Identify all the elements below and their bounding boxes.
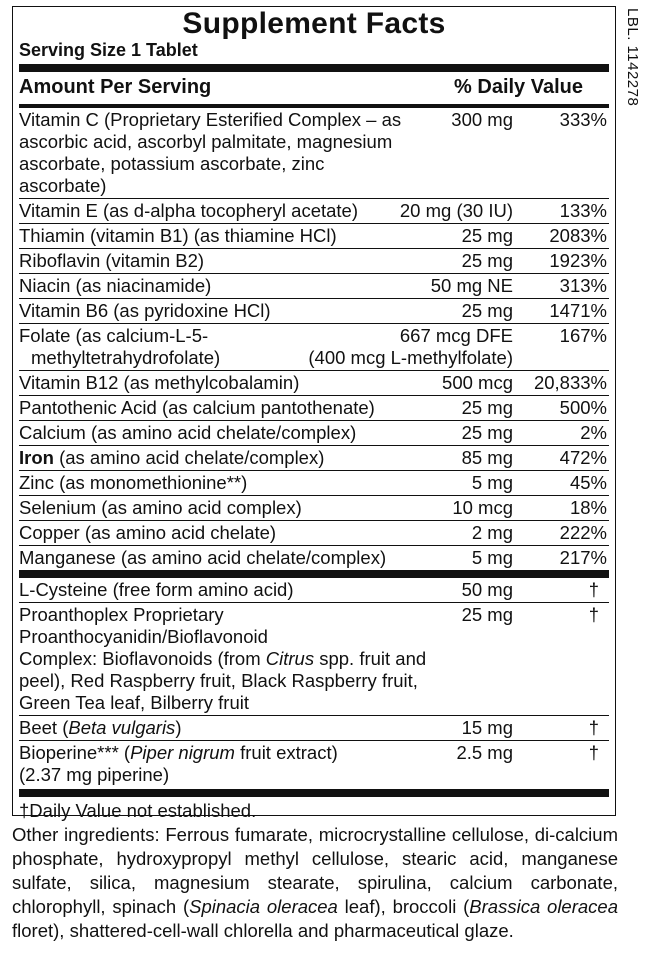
ingredient-dv: † xyxy=(588,717,599,738)
divider-thick xyxy=(19,789,609,797)
nutrient-dv: 2% xyxy=(580,422,607,443)
divider-thick xyxy=(19,64,609,72)
ingredient-amount: 50 mg xyxy=(461,579,513,600)
nutrient-name: Vitamin E (as d-alpha tocopheryl acetate) xyxy=(19,200,359,221)
nutrient-dv: 1471% xyxy=(549,300,607,321)
nutrient-amount: 300 mg xyxy=(451,109,513,130)
nutrient-row-folate xyxy=(19,324,609,371)
nutrient-row-vitamin-c xyxy=(19,108,609,199)
nutrient-name: Folate (as calcium-L-5- methyltetrahydrofolate) xyxy=(19,325,221,368)
divider-thick xyxy=(19,570,609,578)
nutrient-amount: 5 mg xyxy=(471,472,513,493)
nutrient-row-pantothenic-acid xyxy=(19,396,609,421)
nutrient-amount: 25 mg xyxy=(461,225,513,246)
ingredient-name: L-Cysteine (free form amino acid) xyxy=(19,579,294,600)
ingredient-amount: 2.5 mg xyxy=(456,742,513,763)
label-number: LBL. 1142278 xyxy=(624,8,641,107)
nutrient-dv: 1923% xyxy=(549,250,607,271)
nutrient-name: Selenium (as amino acid complex) xyxy=(19,497,302,518)
nutrient-dv: 2083% xyxy=(549,225,607,246)
ingredient-row-bioperine xyxy=(19,741,609,787)
nutrient-row-zinc xyxy=(19,471,609,496)
amount-header xyxy=(19,72,609,102)
nutrient-row-vitamin-b6 xyxy=(19,299,609,324)
nutrient-name: Copper (as amino acid chelate) xyxy=(19,522,277,543)
ingredient-name: Beet (Beta vulgaris) xyxy=(19,717,182,738)
nutrient-row-niacin xyxy=(19,274,609,299)
nutrient-amount: 25 mg xyxy=(461,300,513,321)
nutrient-name: Calcium (as amino acid chelate/complex) xyxy=(19,422,357,443)
nutrient-row-vitamin-b12 xyxy=(19,371,609,396)
nutrient-dv: 167% xyxy=(559,325,607,346)
nutrient-amount: 10 mcg xyxy=(452,497,513,518)
ingredient-name: Proanthoplex Proprietary Proanthocyanidin/Bioflavonoid Complex: Bioflavonoids (from Citrus spp. fruit and peel), Red Raspberry fruit, Black Raspberry fruit, Green Tea leaf, Bilberry fruit xyxy=(19,604,427,713)
nutrient-dv: 472% xyxy=(559,447,607,468)
nutrient-name: Niacin (as niacinamide) xyxy=(19,275,212,296)
nutrient-amount: 2 mg xyxy=(471,522,513,543)
nutrient-name: Thiamin (vitamin B1) (as thiamine HCl) xyxy=(19,225,337,246)
nutrient-name: Zinc (as monomethionine**) xyxy=(19,472,248,493)
nutrient-amount: 50 mg NE xyxy=(430,275,513,296)
nutrient-amount: 25 mg xyxy=(461,250,513,271)
nutrient-row-iron xyxy=(19,446,609,471)
nutrient-dv: 18% xyxy=(569,497,607,518)
nutrient-amount: 85 mg xyxy=(461,447,513,468)
nutrient-dv: 333% xyxy=(559,109,607,130)
daily-value-header: % Daily Value xyxy=(454,76,583,98)
nutrient-name: Vitamin B6 (as pyridoxine HCl) xyxy=(19,300,271,321)
nutrient-row-selenium xyxy=(19,496,609,521)
panel-title: Supplement Facts xyxy=(182,7,446,40)
supplement-facts-panel xyxy=(12,6,616,821)
nutrient-dv: 500% xyxy=(559,397,607,418)
daily-value-footnote: †Daily Value not established. xyxy=(19,800,257,821)
ingredient-row-beet xyxy=(19,716,609,741)
ingredient-row-l-cysteine xyxy=(19,578,609,603)
nutrient-dv: 20,833% xyxy=(533,372,607,393)
nutrient-row-manganese xyxy=(19,546,609,570)
ingredient-name: Bioperine*** (Piper nigrum fruit extract) (2.37 mg piperine) xyxy=(19,742,338,785)
nutrient-amount: 20 mg (30 IU) xyxy=(399,200,513,221)
nutrient-name: Riboflavin (vitamin B2) xyxy=(19,250,205,271)
ingredient-dv: † xyxy=(588,742,599,763)
ingredient-row-proanthoplex xyxy=(19,603,609,716)
nutrient-dv: 222% xyxy=(559,522,607,543)
nutrient-row-thiamin xyxy=(19,224,609,249)
nutrient-row-calcium xyxy=(19,421,609,446)
nutrient-dv: 133% xyxy=(559,200,607,221)
nutrient-dv: 313% xyxy=(559,275,607,296)
nutrient-row-riboflavin xyxy=(19,249,609,274)
nutrient-dv: 45% xyxy=(569,472,607,493)
nutrient-name: Pantothenic Acid (as calcium pantothenate) xyxy=(19,397,375,418)
nutrient-name: Vitamin B12 (as methylcobalamin) xyxy=(19,372,300,393)
nutrient-name: Vitamin C (Proprietary Esterified Complex – as ascorbic acid, ascorbyl palmitate, magnesium ascorbate, potassium ascorbate, zinc ascorbate) xyxy=(19,109,402,196)
ingredient-dv: † xyxy=(588,604,599,625)
nutrient-amount: 5 mg xyxy=(471,547,513,568)
nutrient-amount: 25 mg xyxy=(461,422,513,443)
other-ingredients: Other ingredients: Ferrous fumarate, microcrystalline cellulose, di-calcium phosphate, hydroxypropyl methyl cellulose, stearic acid, manganese sulfate, silica, magnesium stearate, spirulina, calcium carbonate, chlorophyll, spinach (Spinacia oleracea leaf), broccoli (Brassica oleracea floret), shattered-cell-wall chlorella and pharmaceutical glaze. xyxy=(12,824,619,941)
ingredient-dv: † xyxy=(588,579,599,600)
ingredient-amount: 15 mg xyxy=(461,717,513,738)
nutrient-name: Manganese (as amino acid chelate/complex) xyxy=(19,547,387,568)
ingredient-amount: 25 mg xyxy=(461,604,513,625)
nutrient-amount: 500 mcg xyxy=(442,372,513,393)
serving-size: Serving Size 1 Tablet xyxy=(19,40,198,60)
nutrient-row-copper xyxy=(19,521,609,546)
nutrient-amount: 667 mcg DFE xyxy=(399,325,513,346)
amount-header-label: Amount Per Serving xyxy=(19,76,212,98)
nutrient-row-vitamin-e xyxy=(19,199,609,224)
nutrient-dv: 217% xyxy=(559,547,607,568)
nutrient-amount: 25 mg xyxy=(461,397,513,418)
nutrient-name: Iron (as amino acid chelate/complex) xyxy=(19,447,325,468)
nutrient-amount-secondary: (400 mcg L-methylfolate) xyxy=(308,347,513,368)
